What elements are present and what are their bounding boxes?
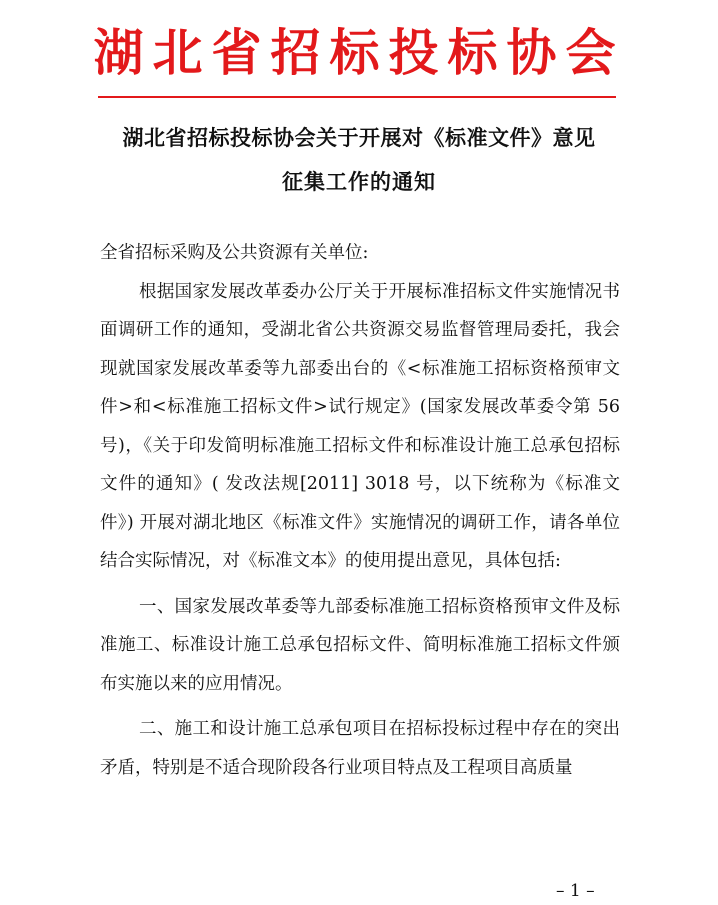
document-body [100,234,620,787]
paragraph-item-2: 二、施工和设计施工总承包项目在招标投标过程中存在的突出矛盾，特别是不适合现阶段各行业项目特点及工程项目高质量 [100,719,620,778]
masthead-red-divider [98,96,616,98]
paragraph-intro: 根据国家发展改革委办公厅关于开展标准招标文件实施情况书面调研工作的通知，受湖北省公共资源交易监督管理局委托，我会现就国家发展改革委等九部委出台的《<标准施工招标资格预审文件>和<标准施工招标文件>试行规定》(国家发展改革委令第 56 号)，《关于印发简明标准施工招标文件和标准设计施工总承包招标文件的通知》( 发改法规[2011] 3018 号，以下统称为《标准文件》) 开展对湖北地区《标准文件》实施情况的调研工作，请各单位结合实际情况，对《标准文本》的使用提出意见，具体包括: [100,281,620,571]
page-number: – 1 – [556,881,595,901]
paragraph-item-1: 一、国家发展改革委等九部委标准施工招标资格预审文件及标准施工、标准设计施工总承包招标文件、简明标准施工招标文件颁布实施以来的应用情况。 [100,596,620,694]
masthead-title: 湖北省招标投标协会 [93,23,625,82]
salutation: 全省招标采购及公共资源有关单位: [100,243,369,263]
document-title-line-2: 征集工作的通知 [282,169,436,194]
document-title-line-1: 湖北省招标投标协会关于开展对《标准文件》意见 [122,125,596,150]
